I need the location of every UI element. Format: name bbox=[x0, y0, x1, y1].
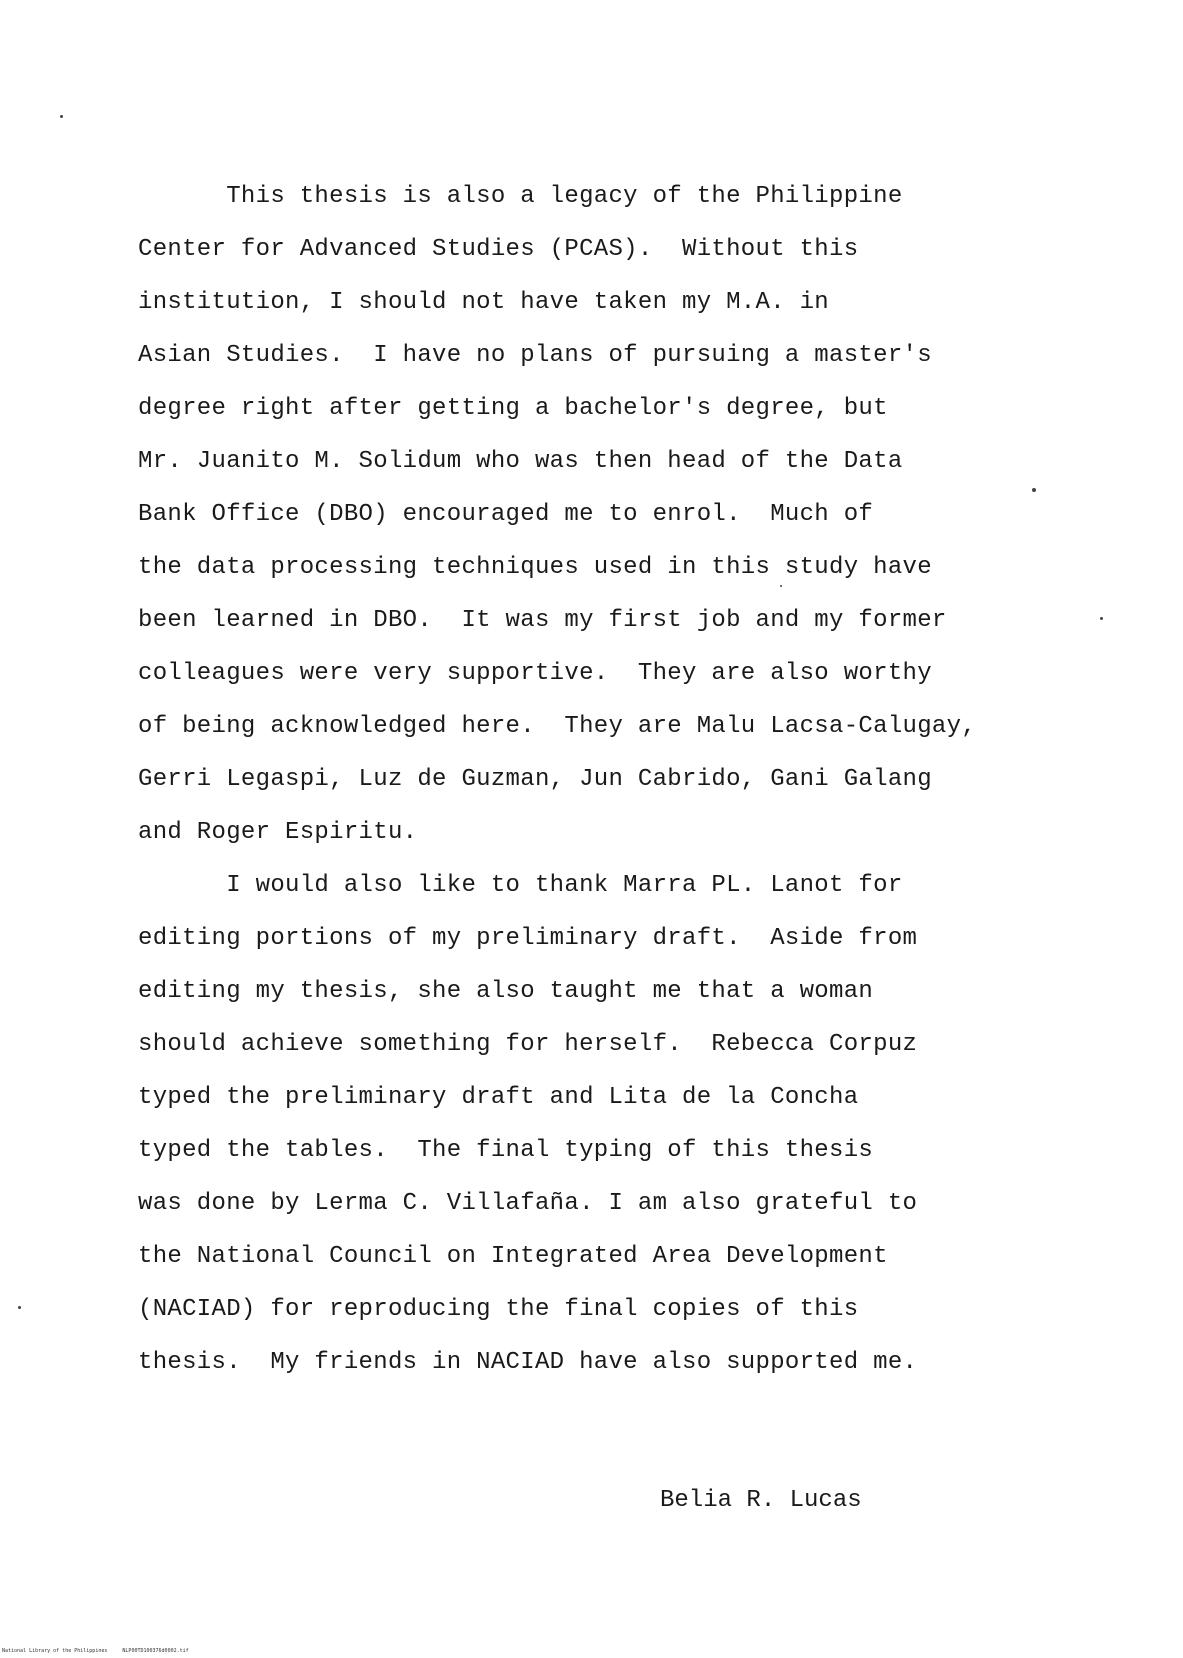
scan-footer: National Library of the Philippines NLP00TD100376d0002.tif bbox=[2, 1648, 189, 1654]
text-line: This thesis is also a legacy of the Philippine bbox=[138, 183, 903, 210]
text-line: Gerri Legaspi, Luz de Guzman, Jun Cabrido, Gani Galang bbox=[138, 766, 932, 793]
text-line: Center for Advanced Studies (PCAS). Without this bbox=[138, 236, 859, 263]
text-line: the data processing techniques used in this study have bbox=[138, 554, 932, 581]
paragraph-1 bbox=[138, 170, 1058, 859]
text-line: been learned in DBO. It was my first job and my former bbox=[138, 607, 947, 634]
scan-speck bbox=[1100, 617, 1103, 620]
text-line: should achieve something for herself. Rebecca Corpuz bbox=[138, 1031, 918, 1058]
text-line: Bank Office (DBO) encouraged me to enrol. Much of bbox=[138, 501, 874, 528]
scan-speck bbox=[780, 585, 782, 587]
text-line: thesis. My friends in NACIAD have also supported me. bbox=[138, 1349, 918, 1376]
text-line: (NACIAD) for reproducing the final copies of this bbox=[138, 1296, 859, 1323]
acknowledgment-text bbox=[138, 170, 1058, 1389]
text-line: Mr. Juanito M. Solidum who was then head of the Data bbox=[138, 448, 903, 475]
text-line: of being acknowledged here. They are Malu Lacsa-Calugay, bbox=[138, 713, 977, 740]
text-line: colleagues were very supportive. They are also worthy bbox=[138, 660, 932, 687]
text-line: editing portions of my preliminary draft. Aside from bbox=[138, 925, 918, 952]
text-line: Asian Studies. I have no plans of pursuing a master's bbox=[138, 342, 932, 369]
text-line: editing my thesis, she also taught me that a woman bbox=[138, 978, 874, 1005]
text-line: institution, I should not have taken my M.A. in bbox=[138, 289, 830, 316]
scan-speck bbox=[1032, 488, 1036, 492]
paragraph-2 bbox=[138, 859, 1058, 1389]
text-line: typed the preliminary draft and Lita de la Concha bbox=[138, 1084, 859, 1111]
author-signature: Belia R. Lucas bbox=[660, 1487, 862, 1514]
text-line: and Roger Espiritu. bbox=[138, 819, 418, 846]
text-line: the National Council on Integrated Area Development bbox=[138, 1243, 888, 1270]
text-line: I would also like to thank Marra PL. Lanot for bbox=[138, 872, 903, 899]
scan-speck bbox=[18, 1306, 21, 1309]
text-line: was done by Lerma C. Villafaña. I am also grateful to bbox=[138, 1190, 918, 1217]
text-line: degree right after getting a bachelor's degree, but bbox=[138, 395, 888, 422]
scan-speck bbox=[60, 115, 63, 118]
text-line: typed the tables. The final typing of this thesis bbox=[138, 1137, 874, 1164]
